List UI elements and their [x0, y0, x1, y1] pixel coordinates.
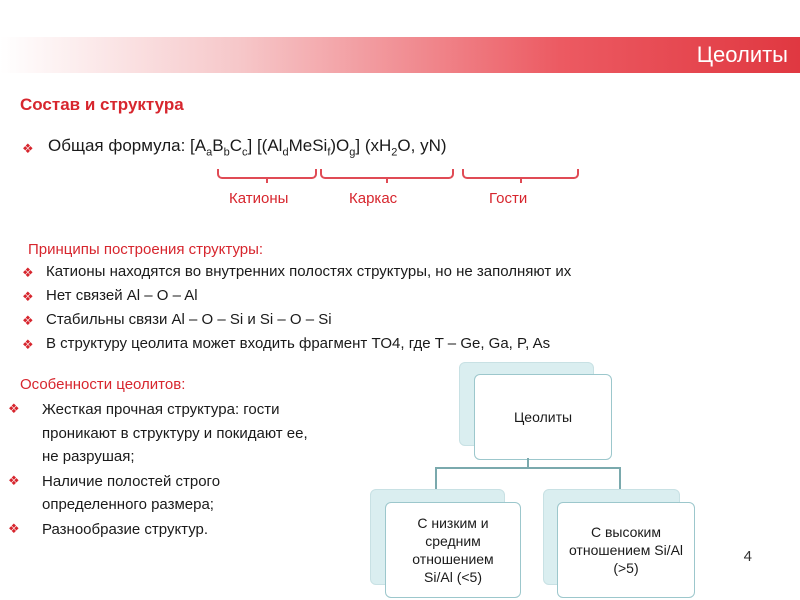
node-high-ratio-label: С высоким отношением Si/Al (>5)	[568, 524, 684, 576]
node-high-ratio	[557, 502, 695, 598]
label-cations: Катионы	[229, 190, 289, 207]
diamond-bullet-icon: ❖	[22, 289, 34, 304]
diamond-bullet-icon: ❖	[8, 520, 20, 536]
diamond-bullet-icon: ❖	[22, 265, 34, 280]
connector-horizontal	[435, 467, 621, 469]
node-low-ratio-label: С низким и средним отношением Si/Al (<5)	[412, 515, 494, 585]
brace-framework	[320, 169, 454, 179]
node-low-ratio	[385, 502, 521, 598]
header-banner	[0, 37, 800, 73]
node-root	[474, 374, 612, 460]
connector-right	[619, 467, 621, 489]
features-title: Особенности цеолитов:	[20, 376, 186, 393]
label-guests: Гости	[489, 190, 528, 207]
brace-guests	[462, 169, 579, 179]
features-list	[8, 398, 308, 542]
diamond-bullet-icon: ❖	[22, 313, 34, 328]
label-framework: Каркас	[349, 190, 398, 207]
list-item: ❖ Жесткая прочная структура: гости проникают в структуру и покидают ее, не разрушая;	[8, 401, 308, 465]
diamond-bullet-icon: ❖	[8, 401, 20, 416]
connector-left	[435, 467, 437, 489]
diamond-bullet-icon: ❖	[22, 337, 34, 352]
principles-title: Принципы построения структуры:	[28, 241, 264, 258]
diamond-bullet-icon: ❖	[22, 141, 34, 156]
list-item: ❖ Разнообразие структур.	[8, 520, 209, 538]
page-number: 4	[743, 548, 752, 565]
list-item: ❖ Наличие полостей строго определенного размера;	[8, 472, 221, 513]
section-title: Состав и структура	[20, 95, 184, 114]
diamond-bullet-icon: ❖	[8, 472, 20, 488]
general-formula: Общая формула: $[A_aB_bC_c]$ $[(Al_dMeSi_f)O_g]$ ($xH_2O$, yN)	[48, 136, 447, 159]
brace-cations	[217, 169, 317, 179]
slide-title: Цеолиты	[696, 42, 788, 67]
node-root-label: Цеолиты	[513, 409, 573, 425]
